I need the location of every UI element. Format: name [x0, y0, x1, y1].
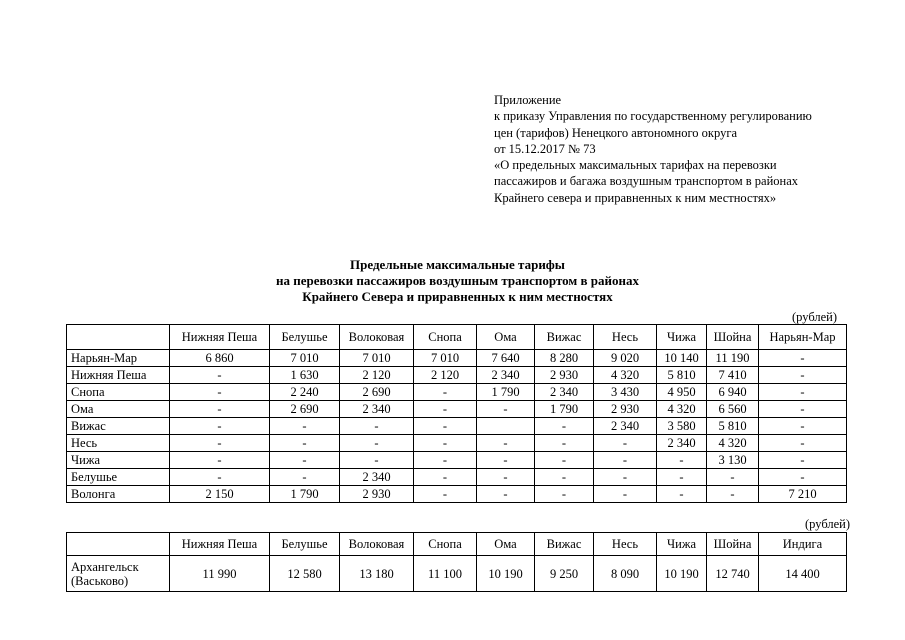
tariff-cell: 1 790: [270, 486, 340, 503]
tariff-cell: -: [170, 367, 270, 384]
table-row: [67, 556, 847, 592]
tariff-cell: -: [270, 418, 340, 435]
tariff-cell: -: [594, 469, 657, 486]
tariff-cell: 2 340: [340, 469, 414, 486]
tariff-cell: -: [414, 435, 477, 452]
table-row: [67, 418, 847, 435]
tariff-cell: 2 120: [340, 367, 414, 384]
column-header: Снопа: [414, 533, 477, 556]
column-header: Несь: [594, 533, 657, 556]
tariff-cell: -: [759, 384, 847, 401]
row-label: Ома: [67, 401, 170, 418]
tariff-cell: 8 090: [594, 556, 657, 592]
row-label: Нарьян-Мар: [67, 350, 170, 367]
row-label: Чижа: [67, 452, 170, 469]
column-header: Волоковая: [340, 325, 414, 350]
tariff-cell: -: [170, 469, 270, 486]
tariff-cell: 2 930: [594, 401, 657, 418]
tariff-cell: 11 190: [707, 350, 759, 367]
column-header: Белушье: [270, 325, 340, 350]
tariff-cell: -: [535, 418, 594, 435]
tariff-cell: 10 190: [657, 556, 707, 592]
tariff-cell: 7 010: [270, 350, 340, 367]
tariff-cell: -: [759, 435, 847, 452]
row-label: Снопа: [67, 384, 170, 401]
tariff-cell: 3 130: [707, 452, 759, 469]
tariff-cell: 7 410: [707, 367, 759, 384]
tariff-cell: -: [477, 469, 535, 486]
annex-header: [494, 92, 894, 206]
tariff-cell: 2 690: [340, 384, 414, 401]
annex-line: от 15.12.2017 № 73: [494, 141, 596, 156]
tariff-cell: 13 180: [340, 556, 414, 592]
tariff-cell: -: [594, 486, 657, 503]
table1-units: (рублей): [792, 310, 838, 324]
table-row: [67, 452, 847, 469]
table-row: [67, 435, 847, 452]
tariff-table-1: [66, 324, 847, 503]
column-header: Чижа: [657, 533, 707, 556]
column-header: Вижас: [535, 325, 594, 350]
tariff-cell: 2 930: [340, 486, 414, 503]
tariff-cell: -: [657, 452, 707, 469]
column-header: Чижа: [657, 325, 707, 350]
column-header: Нижняя Пеша: [170, 533, 270, 556]
tariff-cell: -: [477, 401, 535, 418]
header-row: [67, 533, 847, 556]
tariff-cell: -: [170, 384, 270, 401]
tariff-cell: 10 190: [477, 556, 535, 592]
tariff-cell: -: [759, 350, 847, 367]
tariff-cell: -: [594, 452, 657, 469]
title-line: на перевозки пассажиров воздушным транспортом в районах: [275, 273, 640, 288]
column-header: Нарьян-Мар: [759, 325, 847, 350]
column-header: Вижас: [535, 533, 594, 556]
tariff-cell: 11 100: [414, 556, 477, 592]
annex-line: пассажиров и багажа воздушным транспортом в районах: [494, 174, 799, 189]
tariff-cell: -: [477, 452, 535, 469]
column-header: Волоковая: [340, 533, 414, 556]
tariff-cell: 5 810: [707, 418, 759, 435]
tariff-cell: -: [759, 452, 847, 469]
tariff-cell: 12 740: [707, 556, 759, 592]
tariff-cell: -: [535, 469, 594, 486]
tariff-cell: -: [414, 418, 477, 435]
tariff-cell: -: [270, 469, 340, 486]
column-header: Снопа: [414, 325, 477, 350]
tariff-cell: 2 240: [270, 384, 340, 401]
tariff-cell: 3 580: [657, 418, 707, 435]
tariff-cell: 7 010: [414, 350, 477, 367]
tariff-cell: -: [657, 469, 707, 486]
tariff-cell: -: [759, 469, 847, 486]
tariff-cell: 1 630: [270, 367, 340, 384]
tariff-cell: 9 250: [535, 556, 594, 592]
tariff-cell: 6 940: [707, 384, 759, 401]
tariff-cell: 7 640: [477, 350, 535, 367]
column-header: Индига: [759, 533, 847, 556]
title-line: Предельные максимальные тарифы: [350, 257, 565, 272]
tariff-cell: 7 010: [340, 350, 414, 367]
tariff-cell: 4 320: [657, 401, 707, 418]
tariff-cell: -: [340, 452, 414, 469]
tariff-cell: -: [414, 384, 477, 401]
row-label-line: (Васьково): [71, 573, 129, 588]
row-label: Вижас: [67, 418, 170, 435]
tariff-cell: -: [477, 486, 535, 503]
tariff-cell: -: [414, 401, 477, 418]
tariff-cell: 11 990: [170, 556, 270, 592]
tariff-cell: -: [477, 435, 535, 452]
tariff-cell: 4 320: [594, 367, 657, 384]
row-label: Нижняя Пеша: [67, 367, 170, 384]
row-label-line: Архангельск: [71, 559, 139, 574]
corner-cell: [67, 533, 170, 556]
title-line: Крайнего Севера и приравненных к ним местностях: [302, 289, 613, 304]
tariff-cell: 4 950: [657, 384, 707, 401]
column-header: Белушье: [270, 533, 340, 556]
tariff-cell: 2 150: [170, 486, 270, 503]
tariff-cell: -: [170, 435, 270, 452]
tariff-cell: -: [535, 435, 594, 452]
tariff-cell: 2 340: [594, 418, 657, 435]
column-header: Шойна: [707, 533, 759, 556]
tariff-cell: -: [414, 486, 477, 503]
tariff-cell: -: [535, 452, 594, 469]
annex-line: Приложение: [494, 93, 562, 107]
tariff-cell: 6 860: [170, 350, 270, 367]
tariff-cell: -: [170, 452, 270, 469]
document-title: [0, 257, 905, 305]
tariff-cell: 7 210: [759, 486, 847, 503]
tariff-cell: 5 810: [657, 367, 707, 384]
annex-line: к приказу Управления по государственному регулированию: [494, 109, 812, 124]
tariff-cell: 14 400: [759, 556, 847, 592]
tariff-cell: -: [759, 418, 847, 435]
tariff-cell: 4 320: [707, 435, 759, 452]
tariff-cell: 2 340: [657, 435, 707, 452]
tariff-cell: -: [340, 418, 414, 435]
tariff-cell: -: [414, 469, 477, 486]
tariff-cell: 2 340: [535, 384, 594, 401]
tariff-cell: -: [594, 435, 657, 452]
table-row: [67, 367, 847, 384]
table-row: [67, 350, 847, 367]
tariff-cell: -: [170, 401, 270, 418]
tariff-cell: -: [759, 401, 847, 418]
tariff-cell: -: [657, 486, 707, 503]
tariff-cell: 3 430: [594, 384, 657, 401]
tariff-cell: -: [340, 435, 414, 452]
tariff-cell: 2 690: [270, 401, 340, 418]
tariff-cell: -: [759, 367, 847, 384]
tariff-cell: 1 790: [477, 384, 535, 401]
table-row: [67, 469, 847, 486]
annex-line: «О предельных максимальных тарифах на перевозки: [494, 158, 777, 173]
tariff-cell: 2 340: [340, 401, 414, 418]
annex-line: Крайнего севера и приравненных к ним местностях»: [494, 190, 777, 205]
tariff-cell: 8 280: [535, 350, 594, 367]
tariff-cell: [477, 418, 535, 435]
tariff-cell: 2 340: [477, 367, 535, 384]
tariff-cell: 2 930: [535, 367, 594, 384]
tariff-cell: 12 580: [270, 556, 340, 592]
row-label: [67, 556, 170, 592]
tariff-cell: -: [270, 452, 340, 469]
tariff-cell: -: [535, 486, 594, 503]
row-label: Волонга: [67, 486, 170, 503]
tariff-cell: -: [707, 486, 759, 503]
column-header: Ома: [477, 533, 535, 556]
tariff-cell: -: [707, 469, 759, 486]
tariff-cell: -: [270, 435, 340, 452]
tariff-cell: 9 020: [594, 350, 657, 367]
row-label: Несь: [67, 435, 170, 452]
tariff-table-2: [66, 532, 847, 592]
corner-cell: [67, 325, 170, 350]
table2-units: (рублей): [805, 517, 851, 531]
column-header: Шойна: [707, 325, 759, 350]
annex-line: цен (тарифов) Ненецкого автономного округа: [494, 125, 737, 140]
table-row: [67, 384, 847, 401]
tariff-cell: 6 560: [707, 401, 759, 418]
row-label: Белушье: [67, 469, 170, 486]
header-row: [67, 325, 847, 350]
tariff-cell: 1 790: [535, 401, 594, 418]
column-header: Несь: [594, 325, 657, 350]
tariff-cell: -: [414, 452, 477, 469]
tariff-cell: 2 120: [414, 367, 477, 384]
tariff-cell: 10 140: [657, 350, 707, 367]
column-header: Ома: [477, 325, 535, 350]
table-row: [67, 401, 847, 418]
column-header: Нижняя Пеша: [170, 325, 270, 350]
tariff-cell: -: [170, 418, 270, 435]
table-row: [67, 486, 847, 503]
